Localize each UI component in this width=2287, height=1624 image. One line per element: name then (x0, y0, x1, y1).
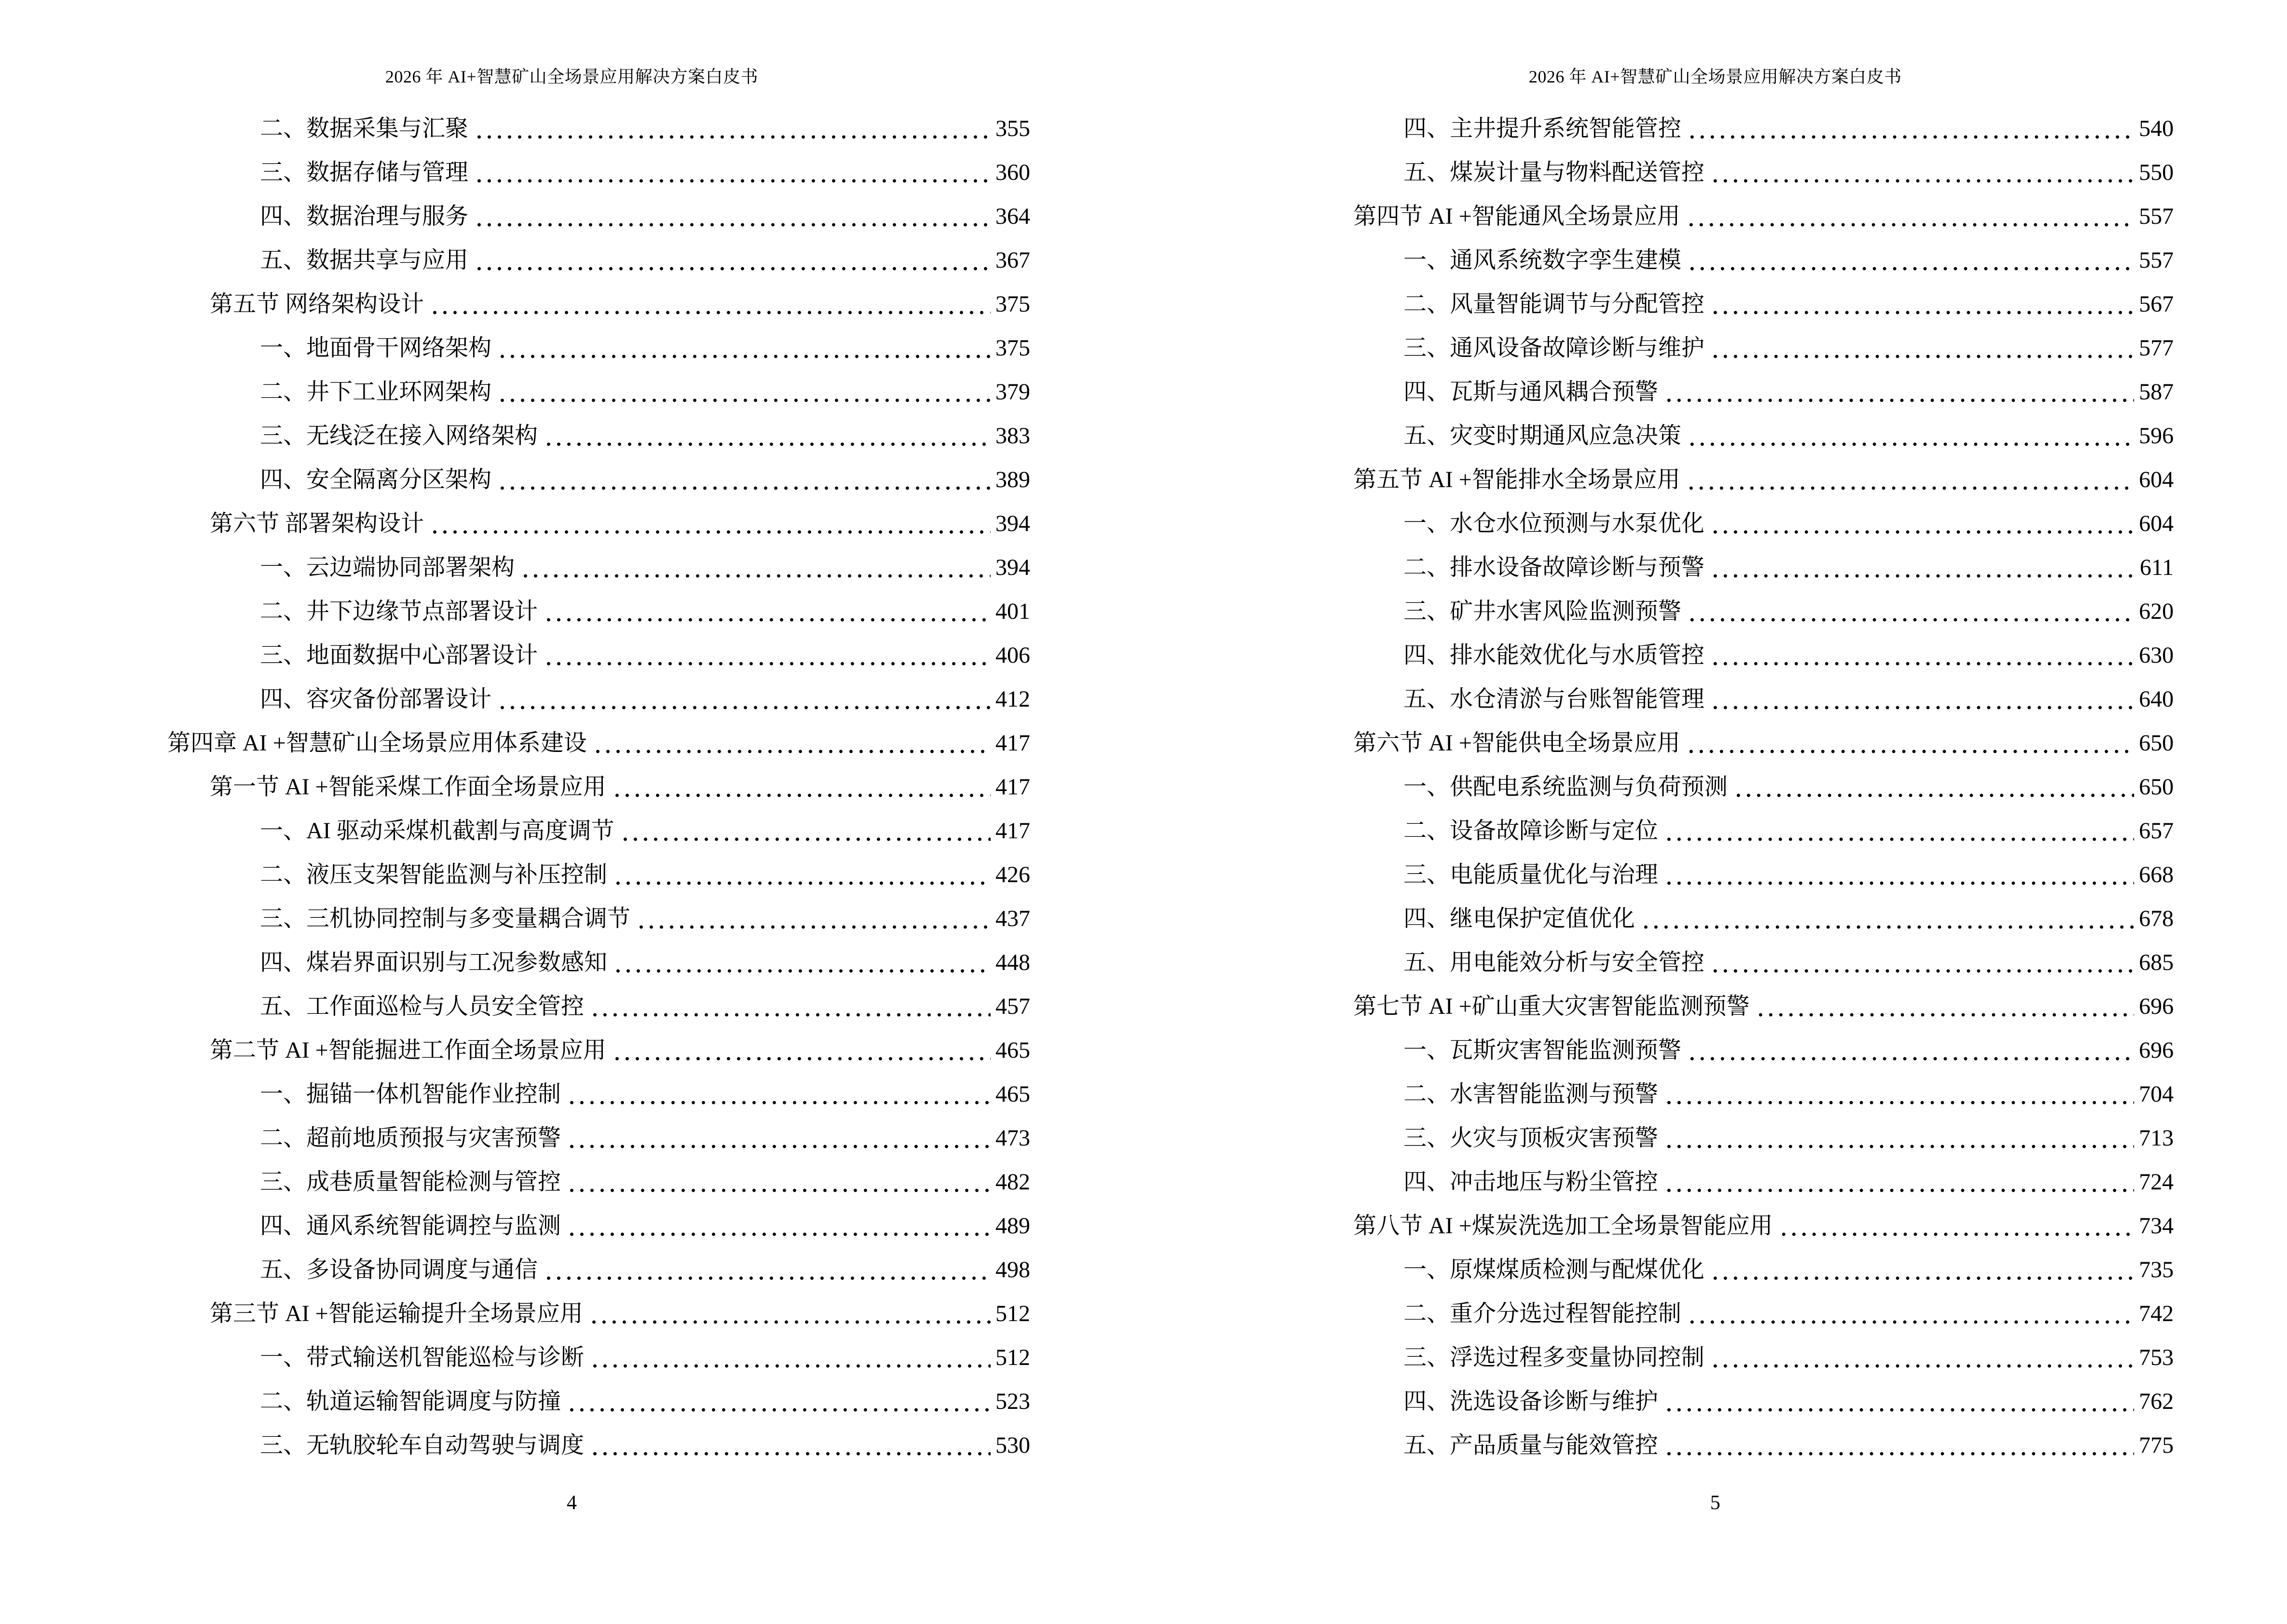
toc-row[interactable] (1311, 1204, 2174, 1248)
toc-entry-label: 一、云边端协同部署架构 (260, 555, 515, 581)
toc-row[interactable] (167, 370, 1030, 414)
dot-leader (567, 1204, 991, 1248)
toc-row[interactable] (167, 984, 1030, 1028)
toc-entry-page: 512 (995, 1345, 1030, 1371)
dot-leader (1710, 150, 2134, 194)
toc-entry-label: 二、数据采集与汇聚 (260, 116, 469, 142)
toc-entry-label: 二、设备故障诊断与定位 (1403, 818, 1659, 844)
dot-leader (1664, 1116, 2134, 1160)
toc-entry-label: 二、井下工业环网架构 (260, 379, 492, 405)
toc-row[interactable] (1311, 1160, 2174, 1204)
toc-entry-label: 第一节 AI +智能采煤工作面全场景应用 (210, 774, 606, 800)
toc-entry-label: 第五节 网络架构设计 (210, 291, 424, 317)
toc-entry-page: 704 (2139, 1081, 2174, 1107)
toc-row[interactable] (1311, 633, 2174, 677)
dot-leader (567, 1160, 991, 1204)
toc-row[interactable] (1311, 1248, 2174, 1292)
toc-entry-label: 五、产品质量与能效管控 (1403, 1433, 1659, 1459)
toc-row[interactable] (1311, 107, 2174, 150)
toc-row[interactable] (1311, 1292, 2174, 1336)
toc-entry-label: 二、重介分选过程智能控制 (1403, 1301, 1682, 1327)
toc-entry-label: 二、风量智能调节与分配管控 (1403, 291, 1705, 317)
dot-leader (497, 677, 991, 721)
dot-leader (497, 326, 991, 370)
toc-row[interactable] (1311, 1379, 2174, 1423)
toc-row[interactable] (167, 194, 1030, 238)
toc-row[interactable] (167, 546, 1030, 589)
toc-row[interactable] (1311, 326, 2174, 370)
toc-entry-label: 四、洗选设备诊断与维护 (1403, 1389, 1659, 1415)
toc-list (1311, 107, 2174, 1467)
dot-leader (590, 984, 991, 1028)
toc-entry-page: 604 (2139, 511, 2174, 537)
dot-leader (1687, 1028, 2134, 1072)
toc-entry-page: 498 (995, 1257, 1030, 1283)
toc-row[interactable] (167, 502, 1030, 546)
toc-entry-label: 一、带式输送机智能巡检与诊断 (260, 1345, 585, 1371)
toc-entry-label: 二、排水设备故障诊断与预警 (1403, 555, 1705, 581)
toc-entry-page: 473 (995, 1125, 1030, 1151)
dot-leader (1664, 809, 2134, 853)
dot-leader (1687, 1292, 2134, 1336)
toc-entry-label: 三、地面数据中心部署设计 (260, 642, 538, 669)
toc-entry-page: 417 (995, 730, 1030, 756)
toc-entry-label: 三、无轨胶轮车自动驾驶与调度 (260, 1433, 585, 1459)
dot-leader (430, 502, 991, 546)
dot-leader (612, 1028, 991, 1072)
dot-leader (1641, 897, 2134, 941)
dot-leader (1664, 1160, 2134, 1204)
toc-entry-page: 437 (995, 906, 1030, 932)
dot-leader (1687, 414, 2134, 458)
toc-entry-page: 685 (2139, 950, 2174, 976)
toc-entry-page: 596 (2139, 423, 2174, 449)
toc-row[interactable] (1311, 150, 2174, 194)
toc-row[interactable] (1311, 370, 2174, 414)
dot-leader (636, 897, 991, 941)
dot-leader (593, 721, 991, 765)
dot-leader (1710, 502, 2134, 546)
toc-entry-label: 第三节 AI +智能运输提升全场景应用 (210, 1301, 583, 1327)
toc-entry-page: 457 (995, 994, 1030, 1020)
toc-row[interactable] (1311, 1116, 2174, 1160)
toc-entry-page: 734 (2139, 1213, 2174, 1239)
toc-row[interactable] (167, 1072, 1030, 1116)
dot-leader (497, 458, 991, 502)
dot-leader (1687, 107, 2134, 150)
toc-entry-page: 426 (995, 862, 1030, 888)
toc-entry-label: 二、轨道运输智能调度与防撞 (260, 1389, 561, 1415)
toc-row[interactable] (1311, 984, 2174, 1028)
toc-entry-label: 五、灾变时期通风应急决策 (1403, 423, 1682, 449)
toc-entry-page: 724 (2139, 1169, 2174, 1195)
dot-leader (544, 414, 991, 458)
dot-leader (1710, 326, 2134, 370)
toc-entry-page: 412 (995, 686, 1030, 712)
toc-entry-label: 一、AI 驱动采煤机截割与高度调节 (260, 818, 614, 844)
toc-entry-label: 二、超前地质预报与灾害预警 (260, 1125, 561, 1151)
toc-entry-page: 742 (2139, 1301, 2174, 1327)
toc-row[interactable] (167, 1116, 1030, 1160)
toc-row[interactable] (1311, 1072, 2174, 1116)
dot-leader (567, 1379, 991, 1423)
toc-entry-label: 三、通风设备故障诊断与维护 (1403, 335, 1705, 361)
dot-leader (544, 633, 991, 677)
page-header: 2026 年 AI+智慧矿山全场景应用解决方案白皮书 (1528, 67, 1902, 86)
toc-entry-label: 三、电能质量优化与治理 (1403, 862, 1659, 888)
toc-row[interactable] (167, 458, 1030, 502)
toc-entry-label: 一、掘锚一体机智能作业控制 (260, 1081, 561, 1107)
toc-row[interactable] (167, 809, 1030, 853)
toc-entry-page: 762 (2139, 1389, 2174, 1415)
toc-row[interactable] (1311, 809, 2174, 853)
toc-row[interactable] (167, 589, 1030, 633)
toc-row[interactable] (167, 897, 1030, 941)
toc-entry-page: 355 (995, 116, 1030, 142)
dot-leader (497, 370, 991, 414)
dot-leader (589, 1292, 991, 1336)
toc-entry-page: 375 (995, 335, 1030, 361)
toc-row[interactable] (1311, 1423, 2174, 1467)
toc-entry-label: 第七节 AI +矿山重大灾害智能监测预警 (1353, 994, 1750, 1020)
toc-entry-page: 389 (995, 467, 1030, 493)
dot-leader (1779, 1204, 2134, 1248)
dot-leader (612, 765, 991, 809)
toc-row[interactable] (1311, 282, 2174, 326)
toc-row[interactable] (1311, 414, 2174, 458)
toc-row[interactable] (167, 765, 1030, 809)
toc-entry-page: 753 (2139, 1345, 2174, 1371)
toc-entry-page: 512 (995, 1301, 1030, 1327)
toc-entry-label: 第四节 AI +智能通风全场景应用 (1353, 204, 1680, 230)
toc-row[interactable] (1311, 941, 2174, 984)
toc-entry-page: 630 (2139, 642, 2174, 669)
toc-list (167, 107, 1030, 1467)
toc-entry-page: 620 (2139, 599, 2174, 625)
toc-entry-label: 第五节 AI +智能排水全场景应用 (1353, 467, 1680, 493)
toc-row[interactable] (167, 1292, 1030, 1336)
toc-row[interactable] (1311, 238, 2174, 282)
toc-entry-page: 540 (2139, 116, 2174, 142)
dot-leader (1687, 589, 2134, 633)
toc-entry-label: 四、主井提升系统智能管控 (1403, 116, 1682, 142)
toc-row[interactable] (1311, 721, 2174, 765)
toc-entry-label: 五、多设备协同调度与通信 (260, 1257, 538, 1283)
dot-leader (1710, 546, 2135, 589)
toc-row[interactable] (1311, 677, 2174, 721)
toc-row[interactable] (1311, 502, 2174, 546)
dot-leader (1687, 238, 2134, 282)
toc-row[interactable] (167, 238, 1030, 282)
toc-entry-page: 577 (2139, 335, 2174, 361)
toc-entry-page: 604 (2139, 467, 2174, 493)
dot-leader (1664, 1072, 2134, 1116)
dot-leader (544, 589, 991, 633)
dot-leader (613, 853, 991, 897)
toc-entry-page: 375 (995, 291, 1030, 317)
toc-entry-page: 640 (2139, 686, 2174, 712)
dot-leader (1664, 1379, 2134, 1423)
toc-entry-page: 735 (2139, 1257, 2174, 1283)
toc-row[interactable] (167, 1204, 1030, 1248)
dot-leader (1664, 370, 2134, 414)
toc-entry-label: 四、安全隔离分区架构 (260, 467, 492, 493)
toc-entry-page: 678 (2139, 906, 2174, 932)
toc-entry-label: 二、液压支架智能监测与补压控制 (260, 862, 608, 888)
toc-entry-label: 一、地面骨干网络架构 (260, 335, 492, 361)
toc-entry-label: 一、通风系统数字孪生建模 (1403, 247, 1682, 273)
toc-entry-page: 383 (995, 423, 1030, 449)
toc-entry-label: 五、煤炭计量与物料配送管控 (1403, 160, 1705, 186)
page-footer-number: 4 (567, 1492, 577, 1514)
toc-entry-label: 四、冲击地压与粉尘管控 (1403, 1169, 1659, 1195)
toc-row[interactable] (167, 150, 1030, 194)
dot-leader (1710, 1336, 2134, 1379)
toc-row[interactable] (1311, 897, 2174, 941)
dot-leader (1686, 721, 2134, 765)
toc-entry-page: 775 (2139, 1433, 2174, 1459)
toc-entry-page: 394 (995, 555, 1030, 581)
toc-row[interactable] (167, 677, 1030, 721)
toc-entry-label: 一、水仓水位预测与水泵优化 (1403, 511, 1705, 537)
page-footer-number: 5 (1710, 1492, 1720, 1514)
toc-row[interactable] (167, 853, 1030, 897)
toc-entry-label: 四、通风系统智能调控与监测 (260, 1213, 561, 1239)
dot-leader (1710, 677, 2134, 721)
dot-leader (620, 809, 991, 853)
toc-entry-label: 第二节 AI +智能掘进工作面全场景应用 (210, 1037, 606, 1064)
dot-leader (474, 107, 991, 150)
toc-entry-page: 379 (995, 379, 1030, 405)
toc-row[interactable] (1311, 589, 2174, 633)
dot-leader (567, 1116, 991, 1160)
toc-entry-label: 四、煤岩界面识别与工况参数感知 (260, 950, 608, 976)
toc-entry-page: 696 (2139, 1037, 2174, 1064)
toc-entry-page: 611 (2139, 555, 2174, 581)
toc-entry-label: 二、井下边缘节点部署设计 (260, 599, 538, 625)
dot-leader (544, 1248, 991, 1292)
toc-entry-page: 587 (2139, 379, 2174, 405)
dot-leader (1710, 282, 2134, 326)
dot-leader (567, 1072, 991, 1116)
toc-entry-page: 523 (995, 1389, 1030, 1415)
toc-entry-page: 650 (2139, 730, 2174, 756)
toc-entry-page: 557 (2139, 204, 2174, 230)
document-page-right (1144, 0, 2287, 1624)
toc-entry-label: 第八节 AI +煤炭洗选加工全场景智能应用 (1353, 1213, 1773, 1239)
dot-leader (1664, 1423, 2134, 1467)
toc-entry-page: 489 (995, 1213, 1030, 1239)
dot-leader (1710, 1248, 2134, 1292)
toc-entry-label: 三、矿井水害风险监测预警 (1403, 599, 1682, 625)
toc-entry-label: 三、数据存储与管理 (260, 160, 469, 186)
dot-leader (590, 1423, 991, 1467)
toc-entry-label: 第六节 AI +智能供电全场景应用 (1353, 730, 1680, 756)
toc-entry-label: 三、火灾与顶板灾害预警 (1403, 1125, 1659, 1151)
toc-entry-page: 650 (2139, 774, 2174, 800)
toc-entry-label: 五、工作面巡检与人员安全管控 (260, 994, 585, 1020)
dot-leader (1756, 984, 2134, 1028)
toc-entry-page: 465 (995, 1081, 1030, 1107)
toc-entry-label: 第四章 AI +智慧矿山全场景应用体系建设 (167, 730, 587, 756)
toc-row[interactable] (167, 107, 1030, 150)
toc-entry-label: 四、瓦斯与通风耦合预警 (1403, 379, 1659, 405)
dot-leader (1686, 194, 2134, 238)
dot-leader (1710, 941, 2134, 984)
page-header: 2026 年 AI+智慧矿山全场景应用解决方案白皮书 (385, 67, 759, 86)
toc-entry-label: 二、水害智能监测与预警 (1403, 1081, 1659, 1107)
toc-entry-label: 一、原煤煤质检测与配煤优化 (1403, 1257, 1705, 1283)
toc-entry-label: 四、继电保护定值优化 (1403, 906, 1635, 932)
toc-entry-label: 五、用电能效分析与安全管控 (1403, 950, 1705, 976)
toc-entry-page: 557 (2139, 247, 2174, 273)
dot-leader (520, 546, 991, 589)
toc-entry-label: 一、供配电系统监测与负荷预测 (1403, 774, 1728, 800)
toc-entry-page: 696 (2139, 994, 2174, 1020)
dot-leader (613, 941, 991, 984)
toc-row[interactable] (167, 721, 1030, 765)
toc-row[interactable] (1311, 765, 2174, 809)
toc-entry-page: 394 (995, 511, 1030, 537)
toc-entry-page: 530 (995, 1433, 1030, 1459)
toc-row[interactable] (167, 414, 1030, 458)
toc-entry-label: 三、无线泛在接入网络架构 (260, 423, 538, 449)
toc-entry-page: 417 (995, 774, 1030, 800)
toc-row[interactable] (167, 1379, 1030, 1423)
toc-row[interactable] (167, 1423, 1030, 1467)
toc-entry-label: 三、三机协同控制与多变量耦合调节 (260, 906, 631, 932)
toc-row[interactable] (1311, 194, 2174, 238)
toc-entry-page: 657 (2139, 818, 2174, 844)
toc-entry-page: 713 (2139, 1125, 2174, 1151)
toc-row[interactable] (1311, 458, 2174, 502)
toc-entry-label: 一、瓦斯灾害智能监测预警 (1403, 1037, 1682, 1064)
toc-entry-label: 五、数据共享与应用 (260, 247, 469, 273)
toc-entry-page: 417 (995, 818, 1030, 844)
toc-entry-page: 367 (995, 247, 1030, 273)
dot-leader (430, 282, 991, 326)
dot-leader (590, 1336, 991, 1379)
toc-row[interactable] (1311, 853, 2174, 897)
dot-leader (474, 238, 991, 282)
toc-entry-page: 668 (2139, 862, 2174, 888)
dot-leader (474, 194, 991, 238)
toc-entry-page: 550 (2139, 160, 2174, 186)
dot-leader (1710, 633, 2134, 677)
toc-row[interactable] (167, 326, 1030, 370)
toc-entry-page: 448 (995, 950, 1030, 976)
toc-entry-label: 第六节 部署架构设计 (210, 511, 424, 537)
toc-row[interactable] (1311, 546, 2174, 589)
toc-entry-label: 五、水仓清淤与台账智能管理 (1403, 686, 1705, 712)
toc-row[interactable] (1311, 1028, 2174, 1072)
toc-row[interactable] (1311, 1336, 2174, 1379)
toc-entry-page: 401 (995, 599, 1030, 625)
toc-entry-label: 四、排水能效优化与水质管控 (1403, 642, 1705, 669)
toc-entry-page: 465 (995, 1037, 1030, 1064)
dot-leader (474, 150, 991, 194)
toc-row[interactable] (167, 1336, 1030, 1379)
toc-entry-label: 四、容灾备份部署设计 (260, 686, 492, 712)
toc-row[interactable] (167, 941, 1030, 984)
toc-row[interactable] (167, 633, 1030, 677)
toc-entry-page: 482 (995, 1169, 1030, 1195)
toc-entry-page: 364 (995, 204, 1030, 230)
toc-row[interactable] (167, 1248, 1030, 1292)
toc-row[interactable] (167, 1028, 1030, 1072)
toc-row[interactable] (167, 282, 1030, 326)
dot-leader (1686, 458, 2134, 502)
toc-entry-page: 406 (995, 642, 1030, 669)
dot-leader (1733, 765, 2134, 809)
dot-leader (1664, 853, 2134, 897)
toc-entry-label: 四、数据治理与服务 (260, 204, 469, 230)
toc-row[interactable] (167, 1160, 1030, 1204)
toc-entry-label: 三、成巷质量智能检测与管控 (260, 1169, 561, 1195)
toc-entry-page: 360 (995, 160, 1030, 186)
toc-entry-page: 567 (2139, 291, 2174, 317)
toc-entry-label: 三、浮选过程多变量协同控制 (1403, 1345, 1705, 1371)
